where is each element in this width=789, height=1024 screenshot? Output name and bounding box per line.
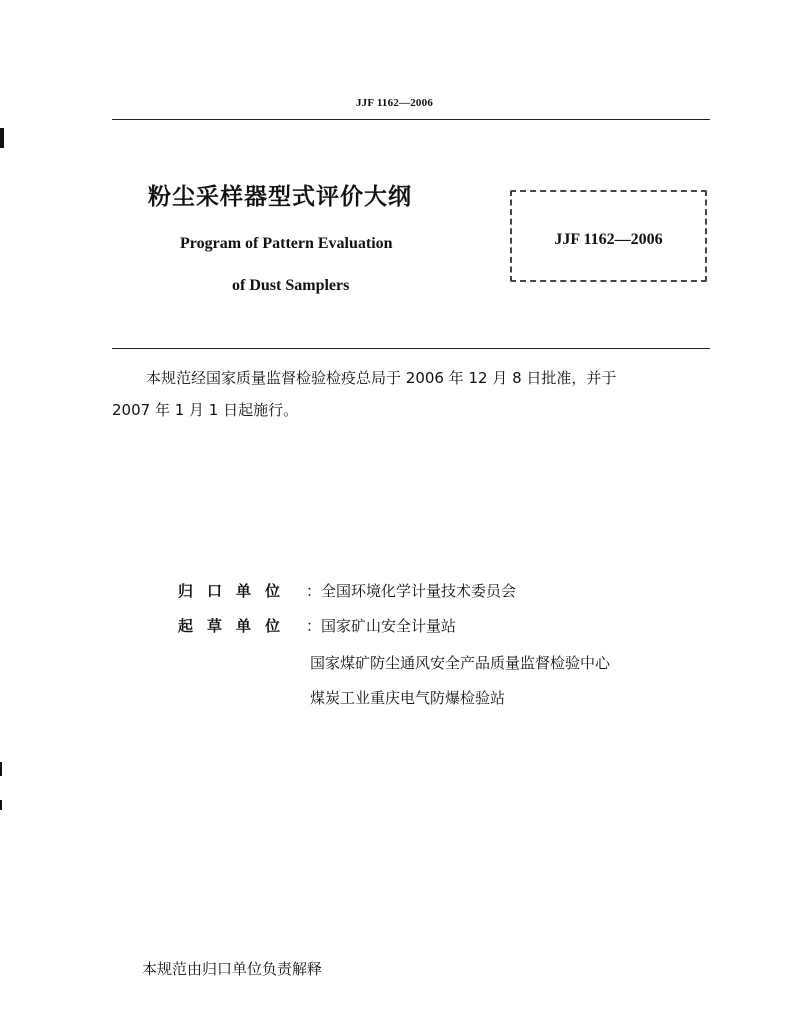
stamp-standard-code: JJF 1162—2006 xyxy=(554,231,663,248)
drafting-unit-value-2: 国家煤矿防尘通风安全产品质量监督检验中心 xyxy=(310,654,611,672)
interpretation-note: 本规范由归口单位负责解释 xyxy=(142,960,323,978)
title-english-line2: of Dust Samplers xyxy=(232,277,350,294)
header-rule xyxy=(112,119,710,120)
drafting-unit-colon: ： xyxy=(306,617,322,635)
scan-artifact-mark xyxy=(0,800,2,810)
approval-line-2: 2007 年 1 月 1 日起施行。 xyxy=(112,401,299,419)
scan-artifact-mark xyxy=(0,762,2,776)
responsible-unit-value: 全国环境化学计量技术委员会 xyxy=(321,582,517,600)
responsible-unit-colon: ： xyxy=(306,582,322,600)
title-english-line1: Program of Pattern Evaluation xyxy=(180,235,393,252)
title-rule xyxy=(112,348,710,349)
drafting-unit-label: 起草单位 xyxy=(178,617,295,635)
drafting-unit-row-2 xyxy=(310,652,610,673)
approval-paragraph xyxy=(112,362,712,426)
header-standard-code: JJF 1162—2006 xyxy=(355,97,434,109)
responsible-unit-label: 归口单位 xyxy=(178,582,295,600)
drafting-unit-row-3 xyxy=(310,687,505,708)
scan-artifact-mark xyxy=(0,128,4,148)
approval-line-1 xyxy=(112,362,712,394)
drafting-unit-value-3: 煤炭工业重庆电气防爆检验站 xyxy=(310,689,506,707)
title-chinese: 粉尘采样器型式评价大纲 xyxy=(148,184,412,210)
responsible-unit-row xyxy=(178,580,516,601)
drafting-unit-row xyxy=(178,615,456,636)
approval-text-1: 本规范经国家质量监督检验检疫总局于 2006 年 12 月 8 日批准，并于 xyxy=(146,369,617,387)
drafting-unit-value-1: 国家矿山安全计量站 xyxy=(321,617,457,635)
